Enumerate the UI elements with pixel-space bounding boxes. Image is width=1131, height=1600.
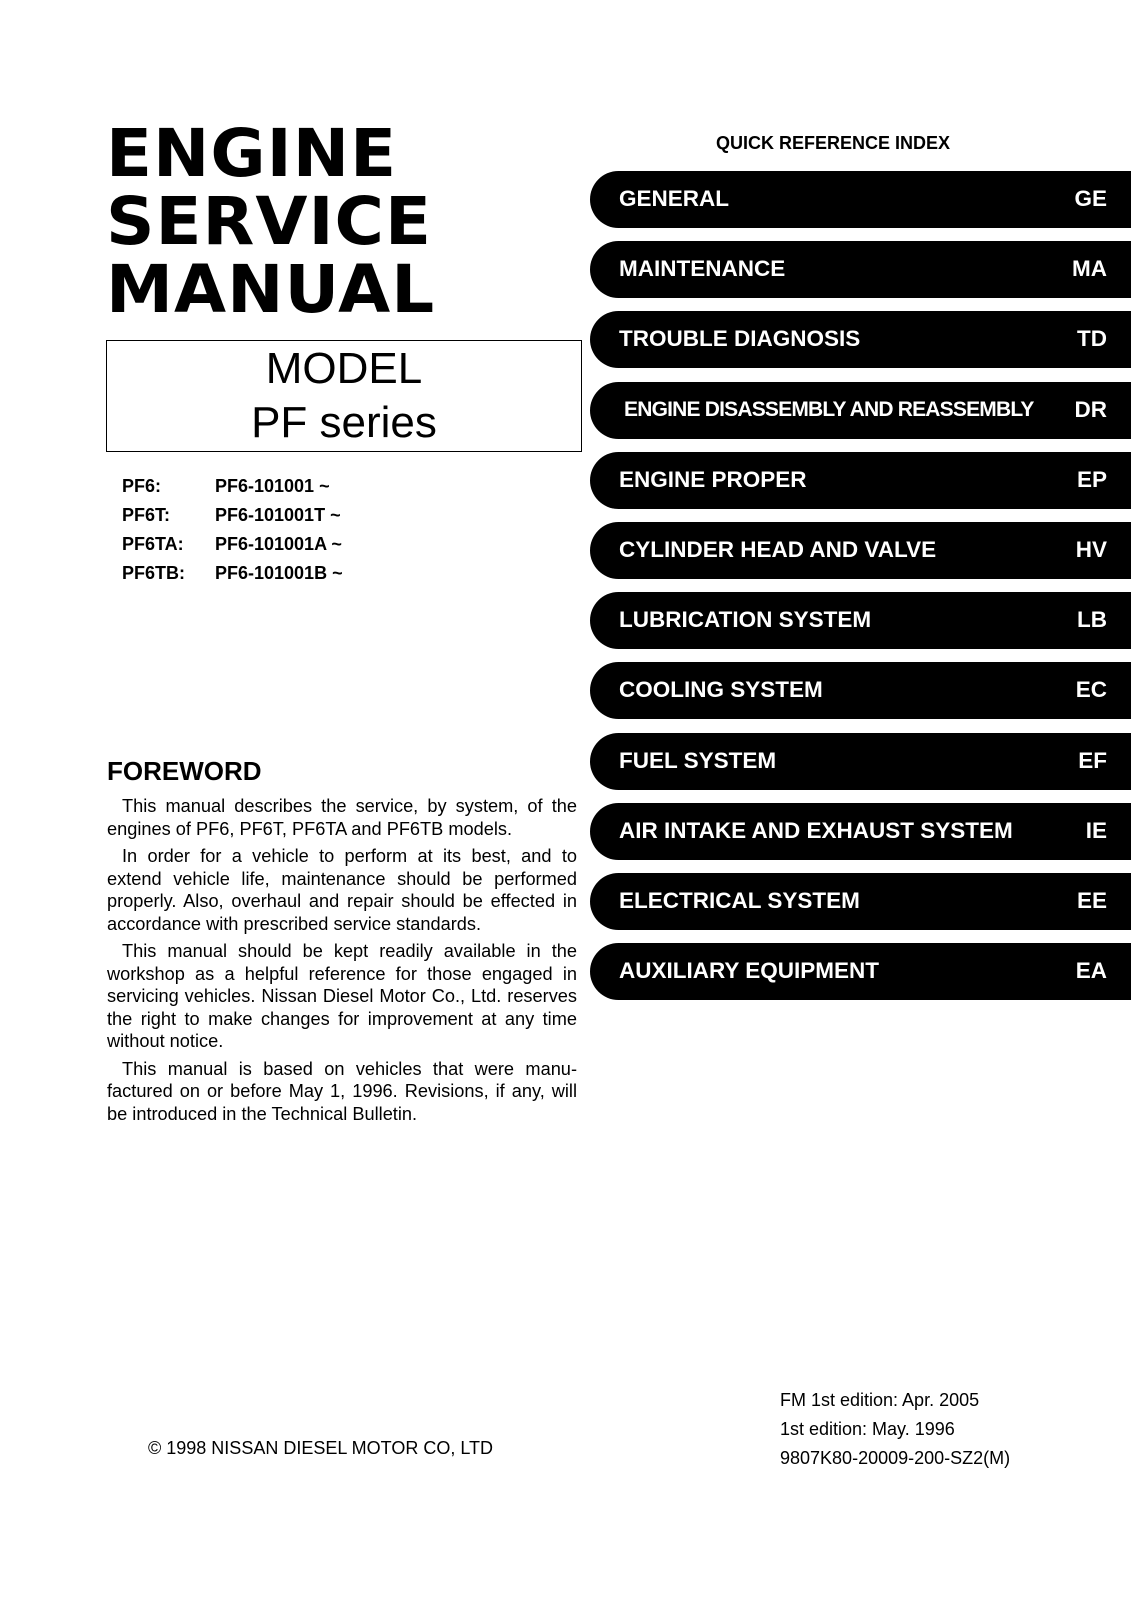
manual-title [106, 115, 436, 328]
model-series: PF series [251, 398, 437, 447]
tab-code: EP [1076, 466, 1107, 492]
serial-range: PF6-101001B ~ [215, 563, 343, 583]
index-tab-cooling-system[interactable] [590, 662, 1131, 719]
tab-label: ENGINE PROPER [619, 466, 807, 492]
tab-label: FUEL SYSTEM [619, 747, 777, 773]
serial-model: PF6T: [122, 505, 171, 525]
publication-code: 9807K80-20009-200-SZ2(M) [780, 1448, 1011, 1468]
serial-number-list [122, 472, 482, 588]
first-edition: 1st edition: May. 1996 [780, 1419, 955, 1439]
foreword-paragraph: This manual describes the service, by system, of the engines of PF6, PF6T, PF6TA and PF6TB models. [107, 796, 577, 839]
tab-label: CYLINDER HEAD AND VALVE [619, 536, 937, 562]
tab-label: MAINTENANCE [619, 256, 786, 282]
tab-code: HV [1075, 536, 1107, 562]
serial-row [122, 501, 482, 530]
serial-range: PF6-101001 ~ [215, 476, 330, 496]
tab-label: ENGINE DISASSEMBLY AND REASSEMBLY [624, 397, 1034, 421]
foreword-paragraph: This manual is based on vehicles that were manufactured on or before May 1, 1996. Revisions, if any, will be introduced in the Technical Bulletin. [107, 1058, 577, 1124]
index-tab-fuel-system[interactable] [590, 733, 1131, 790]
serial-row [122, 472, 482, 501]
index-tab-general[interactable] [590, 171, 1131, 228]
foreword-paragraph: In order for a vehicle to perform at its best, and to extend vehicle life, maintenance should be performed properly. Also, overhaul and repair should be effected in accordance with prescribed service standards. [107, 846, 577, 934]
tab-code: EF [1078, 747, 1107, 773]
tab-label: COOLING SYSTEM [619, 677, 823, 703]
foreword-paragraph: This manual should be kept readily available in the workshop as a helpful reference for those engaged in servicing vehicles. Nissan Diesel Motor Co., Ltd. reserves the right to make changes for improvement at any time without notice. [107, 941, 577, 1051]
serial-model: PF6: [122, 476, 162, 496]
copyright-notice: © 1998 NISSAN DIESEL MOTOR CO, LTD [148, 1438, 494, 1458]
fm-edition: FM 1st edition: Apr. 2005 [780, 1390, 980, 1410]
title-line-manual: MANUAL [106, 251, 436, 328]
model-label: MODEL [265, 344, 423, 393]
index-tab-trouble-diagnosis[interactable] [590, 311, 1131, 368]
edition-info [780, 1386, 1010, 1473]
quick-reference-heading: QUICK REFERENCE INDEX [716, 133, 951, 153]
tab-code: GE [1074, 186, 1107, 211]
tab-label: TROUBLE DIAGNOSIS [619, 326, 861, 352]
index-tab-cylinder-head-valve[interactable] [590, 522, 1131, 579]
index-tab-auxiliary-equipment[interactable] [590, 943, 1131, 1000]
tab-label: ELECTRICAL SYSTEM [619, 887, 860, 913]
index-tab-maintenance[interactable] [590, 241, 1131, 298]
index-tab-engine-proper[interactable] [590, 452, 1131, 509]
tab-code: MA [1072, 256, 1107, 282]
tab-label: AIR INTAKE AND EXHAUST SYSTEM [619, 817, 1013, 843]
index-tab-lubrication-system[interactable] [590, 592, 1131, 649]
tab-code: EC [1075, 677, 1107, 703]
serial-row [122, 559, 482, 588]
tab-label: AUXILIARY EQUIPMENT [619, 958, 880, 984]
foreword-heading: FOREWORD [107, 756, 262, 786]
serial-row [122, 530, 482, 559]
quick-reference-index [590, 171, 1131, 1013]
index-tab-disassembly-reassembly[interactable] [590, 382, 1131, 439]
tab-code: LB [1077, 607, 1107, 633]
tab-code: IE [1085, 817, 1107, 843]
serial-model: PF6TA: [122, 534, 184, 554]
tab-code: EA [1075, 958, 1107, 984]
foreword-body [107, 795, 577, 1130]
serial-range: PF6-101001A ~ [215, 534, 342, 554]
tab-code: TD [1077, 326, 1107, 352]
title-line-engine: ENGINE [106, 115, 398, 192]
model-box [106, 340, 582, 452]
index-tab-electrical-system[interactable] [590, 873, 1131, 930]
tab-label: GENERAL [619, 186, 730, 211]
serial-model: PF6TB: [122, 563, 185, 583]
tab-code: EE [1076, 887, 1107, 913]
index-tab-air-intake-exhaust[interactable] [590, 803, 1131, 860]
tab-code: DR [1074, 396, 1107, 422]
title-line-service: SERVICE [106, 183, 433, 260]
serial-range: PF6-101001T ~ [215, 505, 341, 525]
tab-label: LUBRICATION SYSTEM [619, 607, 872, 633]
